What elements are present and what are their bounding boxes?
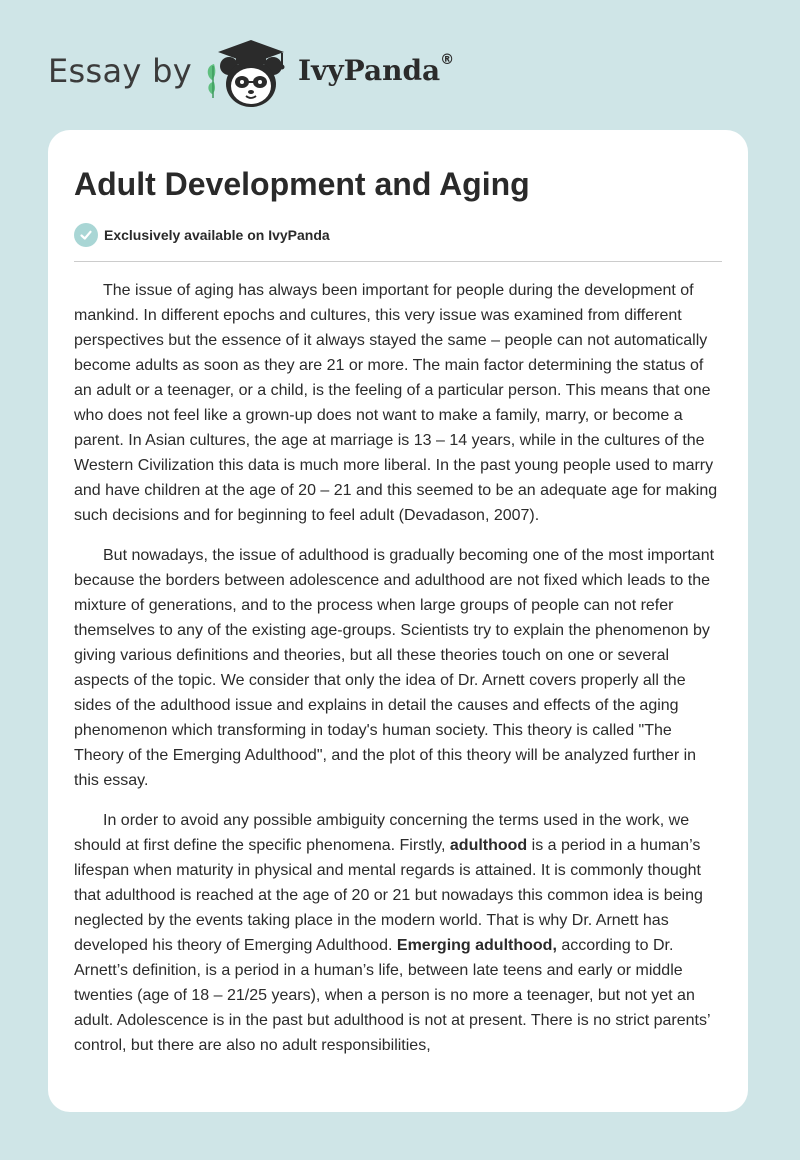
essay-by-label: Essay by (48, 52, 192, 90)
term-adulthood: adulthood (449, 837, 528, 854)
exclusive-badge (74, 222, 330, 248)
paragraph-3-part-1: In order to avoid any possible ambiguity concerning the terms used in the work, we should at first define the specific phenomena. Firstly, (74, 812, 690, 854)
page-title: Adult Development and Aging (74, 166, 530, 202)
exclusive-badge-label: Exclusively available on IvyPanda (104, 227, 330, 243)
panda-logo-icon[interactable] (202, 36, 294, 110)
brand-name-text: IvyPanda (298, 54, 441, 87)
registered-mark: ® (440, 51, 455, 68)
paragraph-3-part-3: according to Dr. Arnett’s definition, is a period in a human’s life, between late teens and early or middle twenties (age of 18 – 21/25 years), when a person is no more a teenager, but not yet an adult. Adolescence is in the past but adulthood is not at present. There is no strict parents’ control, but there are also no adult responsibilities, (74, 937, 710, 1054)
term-emerging-adulthood: Emerging adulthood, (396, 937, 557, 954)
divider (74, 261, 722, 262)
brand-name[interactable] (298, 51, 455, 87)
paragraph-3 (74, 808, 724, 1058)
essay-card (48, 130, 748, 1112)
check-circle-icon (74, 223, 98, 247)
essay-body (74, 278, 724, 1073)
paragraph-1: The issue of aging has always been important for people during the development of mankind. In different epochs and cultures, this very issue was examined from different perspectives but the essence of it always stayed the same – people can not automatically become adults as soon as they are 21 or more. The main factor determining the status of an adult or a teenager, or a child, is the feeling of a particular person. This means that one who does not feel like a grown-up does not want to make a family, marry, or become a parent. In Asian cultures, the age at marriage is 13 – 14 years, while in the cultures of the Western Civilization this data is much more liberal. In the past young people used to marry and have children at the age of 20 – 21 and this seemed to be an adequate age for making such decisions and for beginning to feel adult (Devadason, 2007). (74, 282, 718, 524)
paragraph-2: But nowadays, the issue of adulthood is gradually becoming one of the most important because the borders between adolescence and adulthood are not fixed which leads to the mixture of generations, and to the process when large groups of people can not refer themselves to any of the existing age-groups. Scientists try to explain the phenomenon by giving various definitions and theories, but all these theories touch on one or several aspects of the topic. We consider that only the idea of Dr. Arnett covers properly all the sides of the adulthood issue and explains in detail the causes and effects of the aging phenomenon which transforming in today's human society. This theory is called "The Theory of the Emerging Adulthood", and the plot of this theory will be analyzed further in this essay. (74, 547, 715, 789)
site-header (48, 34, 752, 114)
paragraph-3-part-2: is a period in a human’s lifespan when maturity in physical and mental regards is attained. It is commonly thought that adulthood is reached at the age of 20 or 21 but nowadays this common idea is being neglected by the events taking place in the modern world. That is why Dr. Arnett has developed his theory of Emerging Adulthood. (74, 837, 703, 954)
